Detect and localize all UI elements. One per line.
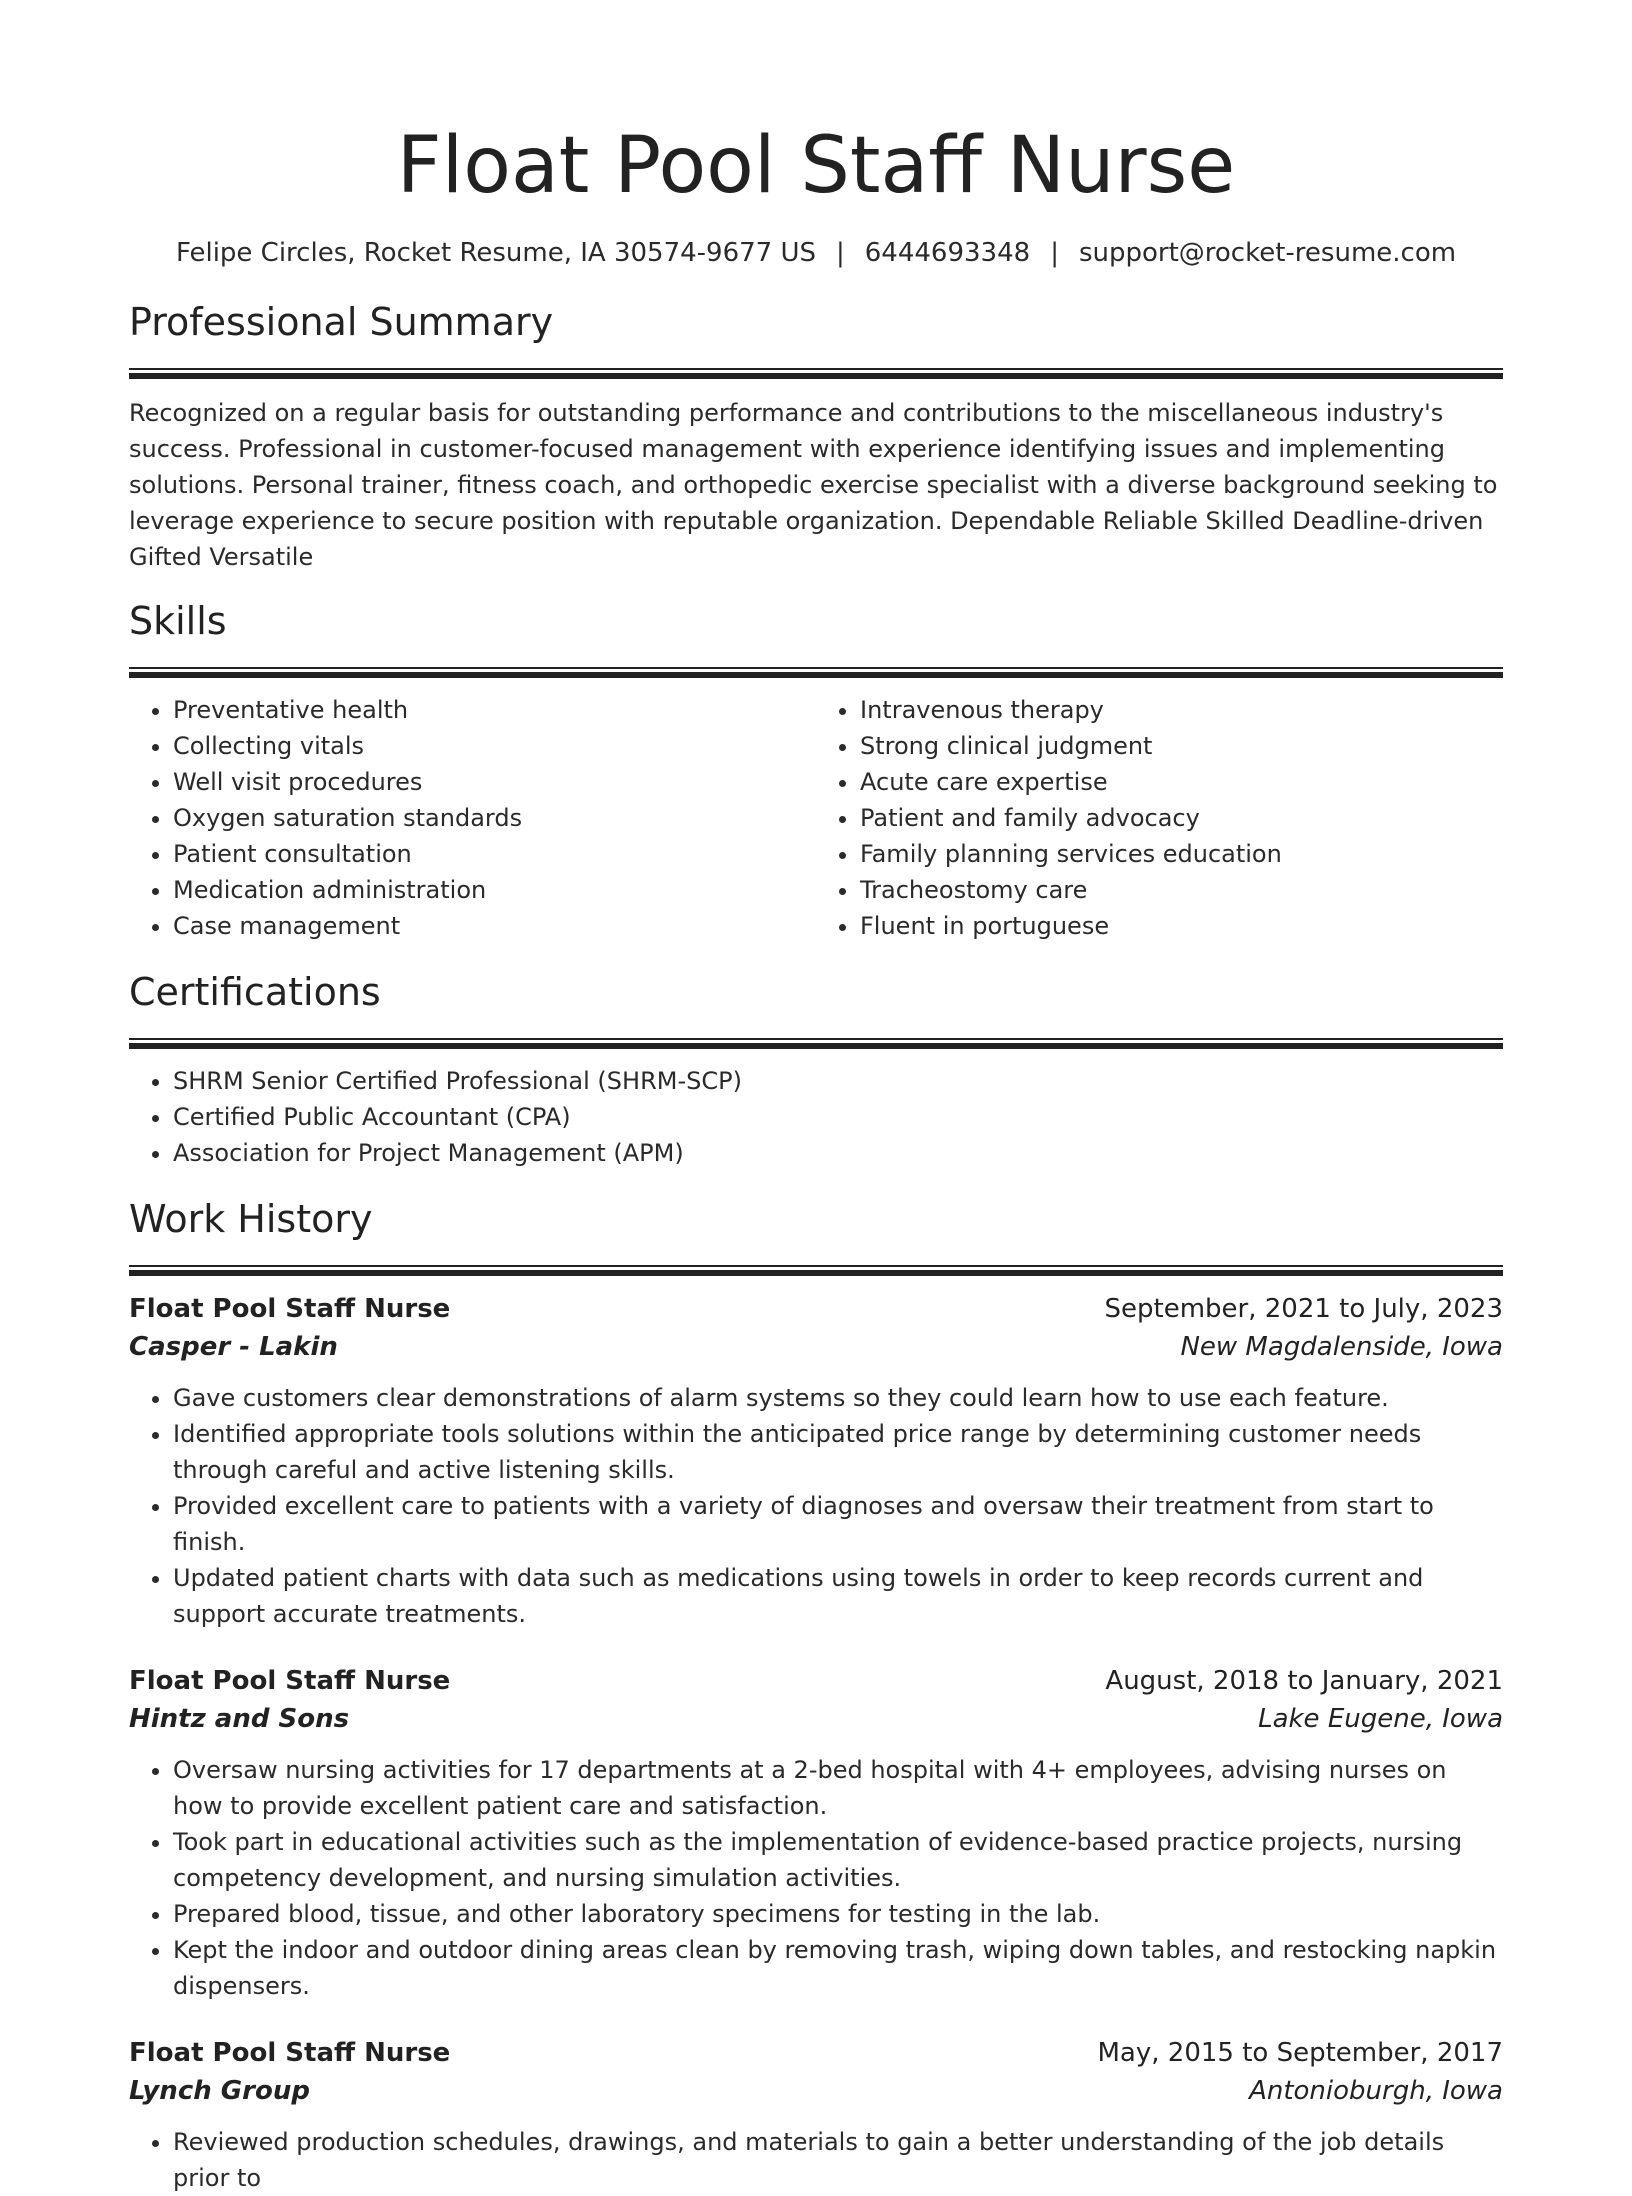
job-location: Antonioburgh, Iowa	[1249, 2076, 1503, 2106]
contact-separator: |	[1050, 238, 1059, 268]
job-location: New Magdalenside, Iowa	[1180, 1332, 1503, 1362]
job-header	[129, 1662, 1503, 1700]
contact-email: support@rocket-resume.com	[1078, 238, 1457, 268]
skill-item: • Fluent in portuguese	[860, 908, 1503, 944]
skills-list-left	[129, 692, 816, 944]
job-subheader	[129, 1328, 1503, 1366]
job-dates: August, 2018 to January, 2021	[1105, 1666, 1503, 1696]
skill-item: • Patient and family advocacy	[860, 800, 1503, 836]
skills-grid	[129, 692, 1503, 944]
contact-phone: 6444693348	[864, 238, 1031, 268]
skill-item: • Oxygen saturation standards	[173, 800, 816, 836]
skill-item: • Well visit procedures	[173, 764, 816, 800]
section-divider	[129, 1038, 1503, 1049]
skill-item: • Family planning services education	[860, 836, 1503, 872]
job-company: Casper - Lakin	[129, 1332, 338, 1362]
job-bullet: • Took part in educational activities such as the implementation of evidence-based practice projects, nursing competency development, and nursing simulation activities.	[173, 1824, 1503, 1896]
job-bullets	[129, 1380, 1503, 1632]
skill-item: • Collecting vitals	[173, 728, 816, 764]
job-bullet: • Prepared blood, tissue, and other laboratory specimens for testing in the lab.	[173, 1896, 1503, 1932]
skill-item: • Acute care expertise	[860, 764, 1503, 800]
job-dates: September, 2021 to July, 2023	[1104, 1294, 1503, 1324]
contact-line	[129, 236, 1503, 270]
summary-section	[129, 298, 1503, 575]
section-title-summary: Professional Summary	[129, 300, 554, 344]
job-bullet: • Identified appropriate tools solutions within the anticipated price range by determining customer needs through careful and active listening skills.	[173, 1416, 1503, 1488]
contact-separator: |	[836, 238, 845, 268]
contact-address: Felipe Circles, Rocket Resume, IA 30574-9677 US	[175, 238, 816, 268]
job-title: Float Pool Staff Nurse	[129, 1666, 451, 1696]
certification-item: • SHRM Senior Certified Professional (SHRM-SCP)	[173, 1063, 1503, 1099]
certification-item: • Association for Project Management (APM)	[173, 1135, 1503, 1171]
certification-item: • Certified Public Accountant (CPA)	[173, 1099, 1503, 1135]
skill-item: • Patient consultation	[173, 836, 816, 872]
job-bullet: • Provided excellent care to patients with a variety of diagnoses and oversaw their treatment from start to finish.	[173, 1488, 1503, 1560]
job-location: Lake Eugene, Iowa	[1258, 1704, 1503, 1734]
job-dates: May, 2015 to September, 2017	[1097, 2038, 1503, 2068]
job-bullet: • Gave customers clear demonstrations of alarm systems so they could learn how to use each feature.	[173, 1380, 1503, 1416]
job-bullet: • Updated patient charts with data such as medications using towels in order to keep records current and support accurate treatments.	[173, 1560, 1503, 1632]
job-subheader	[129, 1700, 1503, 1738]
job-company: Lynch Group	[129, 2076, 310, 2106]
skill-item: • Tracheostomy care	[860, 872, 1503, 908]
section-title-work-history: Work History	[129, 1197, 373, 1241]
section-divider	[129, 1265, 1503, 1276]
job-header	[129, 1290, 1503, 1328]
section-divider	[129, 368, 1503, 379]
job-subheader	[129, 2072, 1503, 2110]
skill-item: • Preventative health	[173, 692, 816, 728]
job-company: Hintz and Sons	[129, 1704, 350, 1734]
job-bullet: • Oversaw nursing activities for 17 departments at a 2-bed hospital with 4+ employees, advising nurses on how to provide excellent patient care and satisfaction.	[173, 1752, 1503, 1824]
job-entry	[129, 1290, 1503, 1632]
job-title: Float Pool Staff Nurse	[129, 2038, 451, 2068]
certifications-section	[129, 968, 1503, 1171]
job-bullets	[129, 2124, 1503, 2196]
section-title-skills: Skills	[129, 599, 227, 643]
skill-item: • Case management	[173, 908, 816, 944]
skill-item: • Medication administration	[173, 872, 816, 908]
summary-text: Recognized on a regular basis for outstanding performance and contributions to the miscellaneous industry's success. Professional in customer-focused management with experience identifying issues and implementing solutions. Personal trainer, fitness coach, and orthopedic exercise specialist with a diverse background seeking to leverage experience to secure position with reputable organization. Dependable Reliable Skilled Deadline-driven Gifted Versatile	[129, 399, 1498, 571]
section-title-certifications: Certifications	[129, 970, 381, 1014]
job-entry	[129, 2034, 1503, 2196]
certifications-list	[129, 1063, 1503, 1171]
resume-name: Float Pool Staff Nurse	[396, 121, 1236, 211]
job-title: Float Pool Staff Nurse	[129, 1294, 451, 1324]
skills-section	[129, 597, 1503, 944]
skill-item: • Intravenous therapy	[860, 692, 1503, 728]
job-bullet: • Kept the indoor and outdoor dining areas clean by removing trash, wiping down tables, and restocking napkin dispensers.	[173, 1932, 1503, 2004]
skills-list-right	[816, 692, 1503, 944]
section-divider	[129, 667, 1503, 678]
work-history-section	[129, 1195, 1503, 2196]
job-header	[129, 2034, 1503, 2072]
job-bullets	[129, 1752, 1503, 2004]
job-bullet: • Reviewed production schedules, drawings, and materials to gain a better understanding of the job details prior to	[173, 2124, 1503, 2196]
job-entry	[129, 1662, 1503, 2004]
skill-item: • Strong clinical judgment	[860, 728, 1503, 764]
